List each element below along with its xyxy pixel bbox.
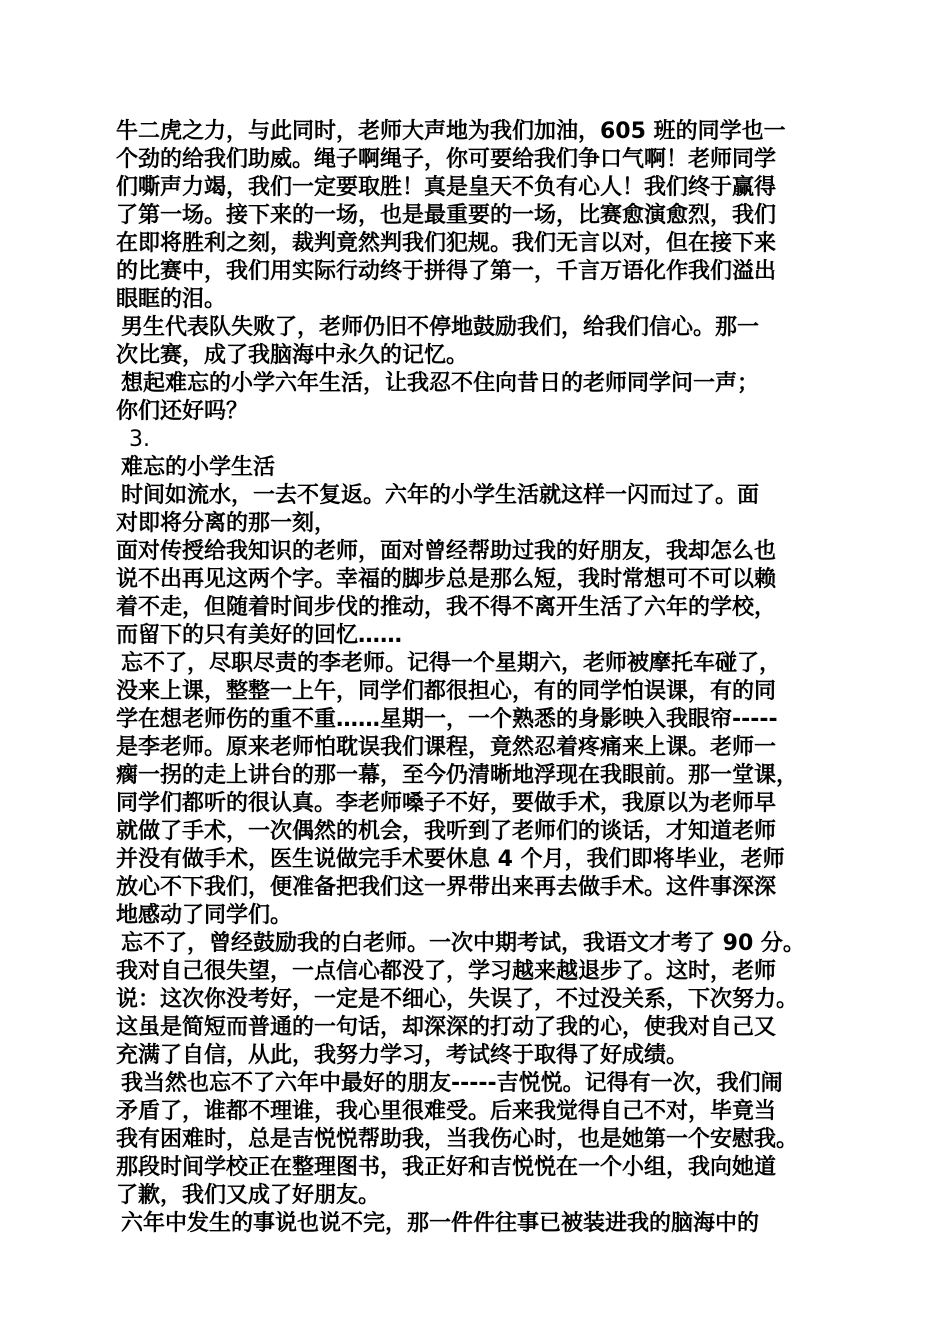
text-line: 学在想老师伤的重不重……星期一，一个熟悉的身影映入我眼帘-----: [116, 707, 778, 732]
text-line: 我有困难时，总是吉悦悦帮助我，当我伤心时，也是她第一个安慰我。: [116, 1127, 799, 1152]
text-line: 地感动了同学们。: [116, 903, 293, 928]
text-line: 眼眶的泪。: [116, 287, 227, 312]
text-line: 并没有做手术，医生说做完手术要休息 4 个月，我们即将毕业，老师: [116, 847, 785, 872]
text-line: 同学们都听的很认真。李老师嗓子不好，要做手术，我原以为老师早: [116, 791, 777, 816]
text-line: 们嘶声力竭，我们一定要取胜！真是皇天不负有心人！我们终于赢得: [116, 175, 777, 200]
text-line: 男生代表队失败了，老师仍旧不停地鼓励我们，给我们信心。那一: [121, 315, 760, 340]
text-line: 放心不下我们，便准备把我们这一界带出来再去做手术。这件事深深: [116, 875, 777, 900]
text-line: 是李老师。原来老师怕耽误我们课程，竟然忍着疼痛来上课。老师一: [116, 735, 777, 760]
text-line: 而留下的只有美好的回忆……: [116, 623, 403, 648]
text-line: 就做了手术，一次偶然的机会，我听到了老师们的谈话，才知道老师: [116, 819, 777, 844]
text-line: 忘不了，尽职尽责的李老师。记得一个星期六，老师被摩托车碰了，: [121, 651, 782, 676]
text-line: 忘不了，曾经鼓励我的白老师。一次中期考试，我语文才考了 90 分。: [121, 931, 805, 956]
section-title: 难忘的小学生活: [121, 455, 276, 480]
text-line: 说：这次你没考好，一定是不细心，失误了，不过没关系，下次努力。: [116, 987, 799, 1012]
text-line: 我当然也忘不了六年中最好的朋友-----吉悦悦。记得有一次，我们闹: [121, 1071, 783, 1096]
text-line: 牛二虎之力，与此同时，老师大声地为我们加油，605 班的同学也一: [116, 119, 786, 144]
text-line: 的比赛中，我们用实际行动终于拼得了第一，千言万语化作我们溢出: [116, 259, 777, 284]
text-line: 着不走，但随着时间步伐的推动，我不得不离开生活了六年的学校，: [116, 595, 777, 620]
text-line: 你们还好吗？: [116, 399, 249, 424]
text-line: 我对自己很失望，一点信心都没了，学习越来越退步了。这时，老师: [116, 959, 777, 984]
text-line: 个劲的给我们助威。绳子啊绳子，你可要给我们争口气啊！老师同学: [116, 147, 777, 172]
section-number: 3.: [129, 427, 150, 452]
text-line: 没来上课，整整一上午，同学们都很担心，有的同学怕误课，有的同: [116, 679, 777, 704]
text-line: 那段时间学校正在整理图书，我正好和吉悦悦在一个小组，我向她道: [116, 1155, 777, 1180]
text-line: 时间如流水，一去不复返。六年的小学生活就这样一闪而过了。面: [121, 483, 760, 508]
text-line: 这虽是简短而普通的一句话，却深深的打动了我的心，使我对自己又: [116, 1015, 777, 1040]
text-line: 六年中发生的事说也说不完，那一件件往事已被装进我的脑海中的: [121, 1211, 760, 1236]
text-line: 充满了自信，从此，我努力学习，考试终于取得了好成绩。: [116, 1043, 689, 1068]
text-line: 了歉，我们又成了好朋友。: [116, 1183, 381, 1208]
text-line: 想起难忘的小学六年生活，让我忍不住向昔日的老师同学问一声；: [121, 371, 760, 396]
text-line: 瘸一拐的走上讲台的那一幕，至今仍清晰地浮现在我眼前。那一堂课，: [116, 763, 799, 788]
text-line: 次比赛，成了我脑海中永久的记忆。: [116, 343, 469, 368]
text-line: 在即将胜利之刻，裁判竟然判我们犯规。我们无言以对，但在接下来: [116, 231, 777, 256]
text-line: 面对传授给我知识的老师，面对曾经帮助过我的好朋友，我却怎么也: [116, 539, 777, 564]
document-body: [116, 118, 844, 1238]
text-line: 说不出再见这两个字。幸福的脚步总是那么短，我时常想可不可以赖: [116, 567, 777, 592]
text-line: 矛盾了，谁都不理谁，我心里很难受。后来我觉得自己不对，毕竟当: [116, 1099, 777, 1124]
text-line: 对即将分离的那一刻，: [116, 511, 337, 536]
text-line: 了第一场。接下来的一场，也是最重要的一场，比赛愈演愈烈，我们: [116, 203, 777, 228]
